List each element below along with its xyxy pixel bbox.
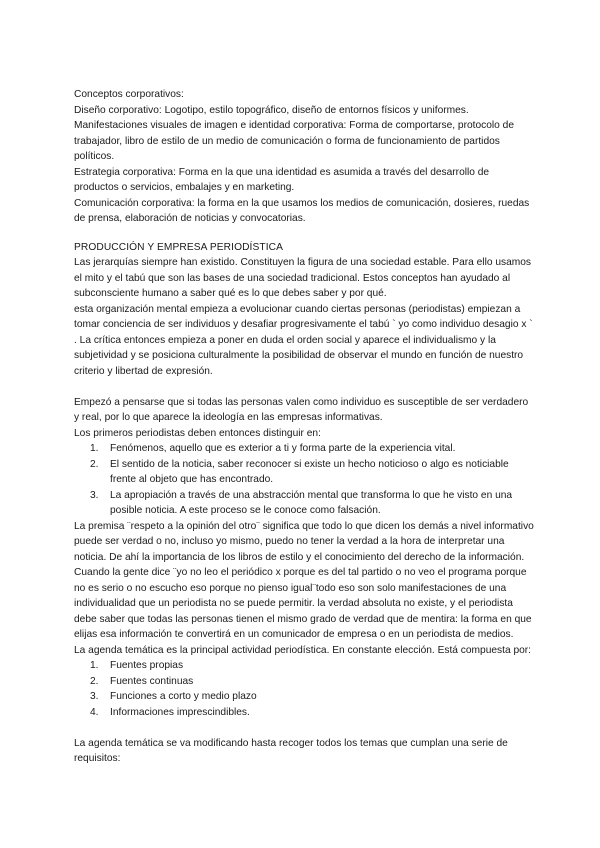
paragraph-requisitos: La agenda temática se va modificando hasta recoger todos los temas que cumplan una serie de requisitos: [74, 737, 508, 764]
list-item-text: La apropiación a través de una abstracción mental que transforma lo que he visto en una posible noticia. A este proceso se le conoce como falsación. [110, 489, 513, 516]
list-number: 2. [90, 458, 99, 470]
paragraph-diseno: Diseño corporativo: Logotipo, estilo topográfico, diseño de entornos físicos y uniformes. [74, 104, 469, 116]
list-item-text: Fenómenos, aquello que es exterior a ti y forma parte de la experiencia vital. [110, 443, 456, 454]
section-heading-produccion: PRODUCCIÓN Y EMPRESA PERIODÍSTICA [74, 241, 283, 253]
list-number: 4. [90, 706, 99, 718]
section-title-conceptos: Conceptos corporativos: [74, 89, 184, 100]
list-number: 3. [90, 691, 99, 702]
paragraph-manifestaciones: Manifestaciones visuales de imagen e identidad corporativa: Forma de comportarse, protocolo de trabajador, libro de estilo de un medio de comunicación o forma de funcionamiento de partidos políticos. [74, 120, 514, 162]
list-item [74, 488, 534, 519]
list-number: 1. [90, 443, 99, 454]
paragraph-distinguir: Los primeros periodistas deben entonces distinguir en: [74, 427, 321, 439]
paragraph-organizacion: esta organización mental empieza a evolucionar cuando ciertas personas (periodistas) empiezan a tomar conciencia de ser individuos y desafiar progresivamente el tabú ` yo como individuo desagio x ` . La crítica entonces empieza a poner en duda el orden social y aparece el individualismo y la subjetividad y se posiciona culturalmente la posibilidad de observar el mundo en función de nuestro criterio y libertad de expresión. [74, 303, 533, 377]
list-number: 3. [90, 489, 99, 501]
list-item-text: Fuentes continuas [110, 675, 194, 687]
list-number: 2. [90, 675, 99, 687]
paragraph-premisa: La premisa ¨respeto a la opinión del otro¨ significa que todo lo que dicen los demás a nivel informativo puede ser verdad o no, incluso yo mismo, puedo no tener la verdad a la hora de interpretar una noticia. De ahí la importancia de los libros de estilo y el conocimiento del derecho de la información. Cuando la gente dice ¨yo no leo el periódico x porque es del tal partido o no veo el programa porque no es serio o no escucho eso porque no pienso igual¨todo eso son solo manifestaciones de una individualidad que un periodista no se puede permitir. la verdad absoluta no existe, y el periodista debe saber que todas las personas tienen el mismo grado de verdad que de mentira: la forma en que elijas esa información te convertirá en un comunicador de empresa o en un periodista de medios. [74, 520, 534, 640]
list-item [74, 674, 534, 690]
list-item-text: El sentido de la noticia, saber reconocer si existe un hecho noticioso o algo es noticiable frente al objeto que has encontrado. [110, 458, 509, 485]
list-item-text: Funciones a corto y medio plazo [110, 691, 257, 702]
list-item [74, 457, 534, 488]
list-number: 1. [90, 660, 99, 671]
list-item [74, 658, 534, 674]
paragraph-comunicacion: Comunicación corporativa: la forma en la que usamos los medios de comunicación, dosieres, ruedas de prensa, elaboración de noticias y convocatorias. [74, 197, 530, 224]
numbered-list-agenda [74, 658, 534, 720]
paragraph-estrategia: Estrategia corporativa: Forma en la que una identidad es asumida a través del desarrollo de productos o servicios, embalajes y en marketing. [74, 166, 490, 193]
list-item [74, 689, 534, 705]
paragraph-jerarquias: Las jerarquías siempre han existido. Constituyen la figura de una sociedad estable. Para ello usamos el mito y el tabú que son las bases de una sociedad tradicional. Estos conceptos han ayudado al subconsciente humano a saber qué es lo que debes saber y por qué. [74, 257, 532, 299]
blank-line [74, 379, 534, 395]
paragraph-ideologia: Empezó a pensarse que si todas las personas valen como individuo es susceptible de ser verdadero y real, por lo que aparece la ideología en las empresas informativas. [74, 396, 529, 423]
numbered-list-distinguir [74, 441, 534, 519]
list-item-text: Fuentes propias [110, 660, 184, 671]
paragraph-agenda: La agenda temática es la principal actividad periodística. En constante elección. Está compuesta por: [74, 644, 532, 656]
document-body [74, 87, 534, 767]
blank-line [74, 720, 534, 736]
list-item [74, 441, 534, 457]
list-item-text: Informaciones imprescindibles. [110, 706, 250, 718]
list-item [74, 705, 534, 721]
